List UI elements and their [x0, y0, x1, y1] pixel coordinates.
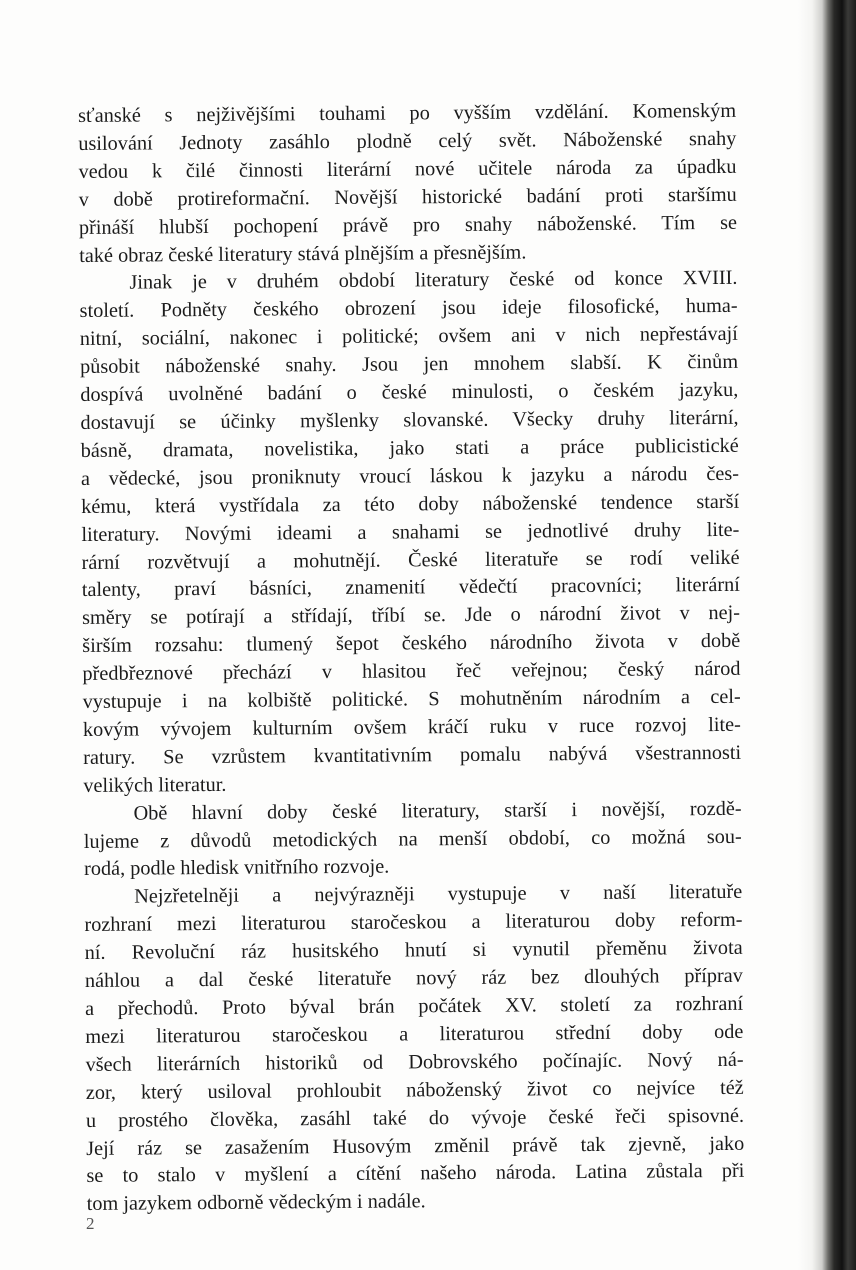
- text-line: ratury. Se vzrůstem kvantitativním pomalu nabývá všestrannosti: [83, 741, 742, 769]
- text-line: u prostého člověka, zasáhl také do vývoje české řeči spisovné.: [85, 1104, 745, 1132]
- text-line: lujeme z důvodů metodických na menší období, co možná sou-: [83, 825, 742, 853]
- text-line: usilování Jednoty zasáhlo plodně celý svět. Náboženské snahy: [78, 127, 737, 155]
- text-line: velikých literatur.: [83, 773, 227, 797]
- text-line: také obraz české literatury stává plnějším a přesnějším.: [79, 241, 527, 267]
- text-line: tom jazykem odborně vědeckým i nadále.: [86, 1190, 426, 1216]
- text-line: dospívá uvolněné badání o české minulosti, o českém jazyku,: [80, 378, 739, 407]
- text-line: v době protireformační. Novější historické badání proti staršímu: [78, 183, 737, 211]
- text-line: působit náboženské snahy. Jsou jen mnohem slabší. K činům: [79, 350, 739, 379]
- paragraph: [83, 795, 742, 884]
- text-line: přináší hlubší pochopení právě pro snahy náboženské. Tím se: [78, 211, 738, 239]
- text-line: Obě hlavní doby české literatury, starší i novější, rozdě-: [133, 797, 742, 825]
- paragraph: [78, 98, 737, 271]
- text-line: sťanské s nejživějšími touhami po vyšším vzdělání. Komenským: [78, 99, 737, 127]
- text-line: náhlou a dal české literatuře nový ráz bez dlouhých příprav: [84, 964, 743, 993]
- text-line: a přechodů. Proto býval brán počátek XV. století za rozhraní: [85, 992, 744, 1020]
- page-number: 2: [86, 1214, 95, 1233]
- text-line: kému, která vystřídala za této doby náboženské tendence starší: [81, 490, 740, 518]
- text-line: ní. Revoluční ráz husitského hnutí si vynutil přeměnu života: [84, 936, 743, 965]
- paragraph: [79, 265, 741, 800]
- text-line: básně, dramata, novelistika, jako stati a práce publicistické: [80, 434, 739, 462]
- text-line: mezi literaturou staročeskou a literaturou střední doby ode: [85, 1020, 744, 1048]
- text-line: rární rozvětvují a mohutnějí. České literatuře se rodí veliké: [81, 546, 740, 574]
- paragraph: [84, 879, 745, 1219]
- text-line: století. Podněty českého obrození jsou ideje filosofické, huma-: [79, 295, 738, 323]
- text-line: Její ráz se zasažením Husovým změnil právě tak zjevně, jako: [86, 1132, 745, 1160]
- text-line: všech literárních historiků od Dobrovského počínajíc. Nový ná-: [85, 1048, 744, 1076]
- text-line: se to stalo v myšlení a cítění našeho národa. Latina zůstala při: [86, 1160, 745, 1188]
- text-line: kovým vývojem kulturním ovšem kráčí ruku v ruce rozvoj lite-: [82, 713, 741, 741]
- text-line: směry se potírají a střídají, tříbí se. Jde o národní život v nej-: [81, 602, 741, 630]
- text-line: nitní, sociální, nakonec i politické; ovšem ani v nich nepřestávají: [79, 323, 738, 351]
- text-line: Jinak je v druhém období literatury české od konce XVIII.: [129, 267, 738, 295]
- text-line: rodá, podle hledisk vnitřního rozvoje.: [83, 856, 390, 881]
- book-binding-edge: [798, 0, 856, 1270]
- text-line: vystupuje i na kolbiště politické. S mohutněním národním a cel-: [82, 685, 741, 714]
- text-line: rozhraní mezi literaturou staročeskou a literaturou doby reform-: [84, 909, 743, 937]
- body-text: [78, 98, 745, 1219]
- text-line: zor, který usiloval prohloubit náboženský život co nejvíce též: [85, 1076, 744, 1104]
- text-line: literatury. Novými ideami a snahami se jednotlivé druhy lite-: [81, 518, 740, 546]
- text-line: širším rozsahu: tlumený šepot českého národního života v době: [82, 630, 741, 658]
- text-line: předbřeznové přechází v hlasitou řeč veřejnou; český národ: [82, 657, 741, 686]
- text-line: dostavují se účinky myšlenky slovanské. Všecky druhy literární,: [80, 406, 739, 434]
- text-line: a vědecké, jsou proniknuty vroucí láskou k jazyku a národu čes-: [80, 462, 740, 490]
- text-line: Nejzřetelněji a nejvýrazněji vystupuje v naší literatuře: [134, 881, 743, 908]
- text-line: vedou k čilé činnosti literární nové učitele národa za úpadku: [78, 155, 737, 183]
- text-line: talenty, praví básníci, znamenití vědečtí pracovníci; literární: [81, 574, 740, 602]
